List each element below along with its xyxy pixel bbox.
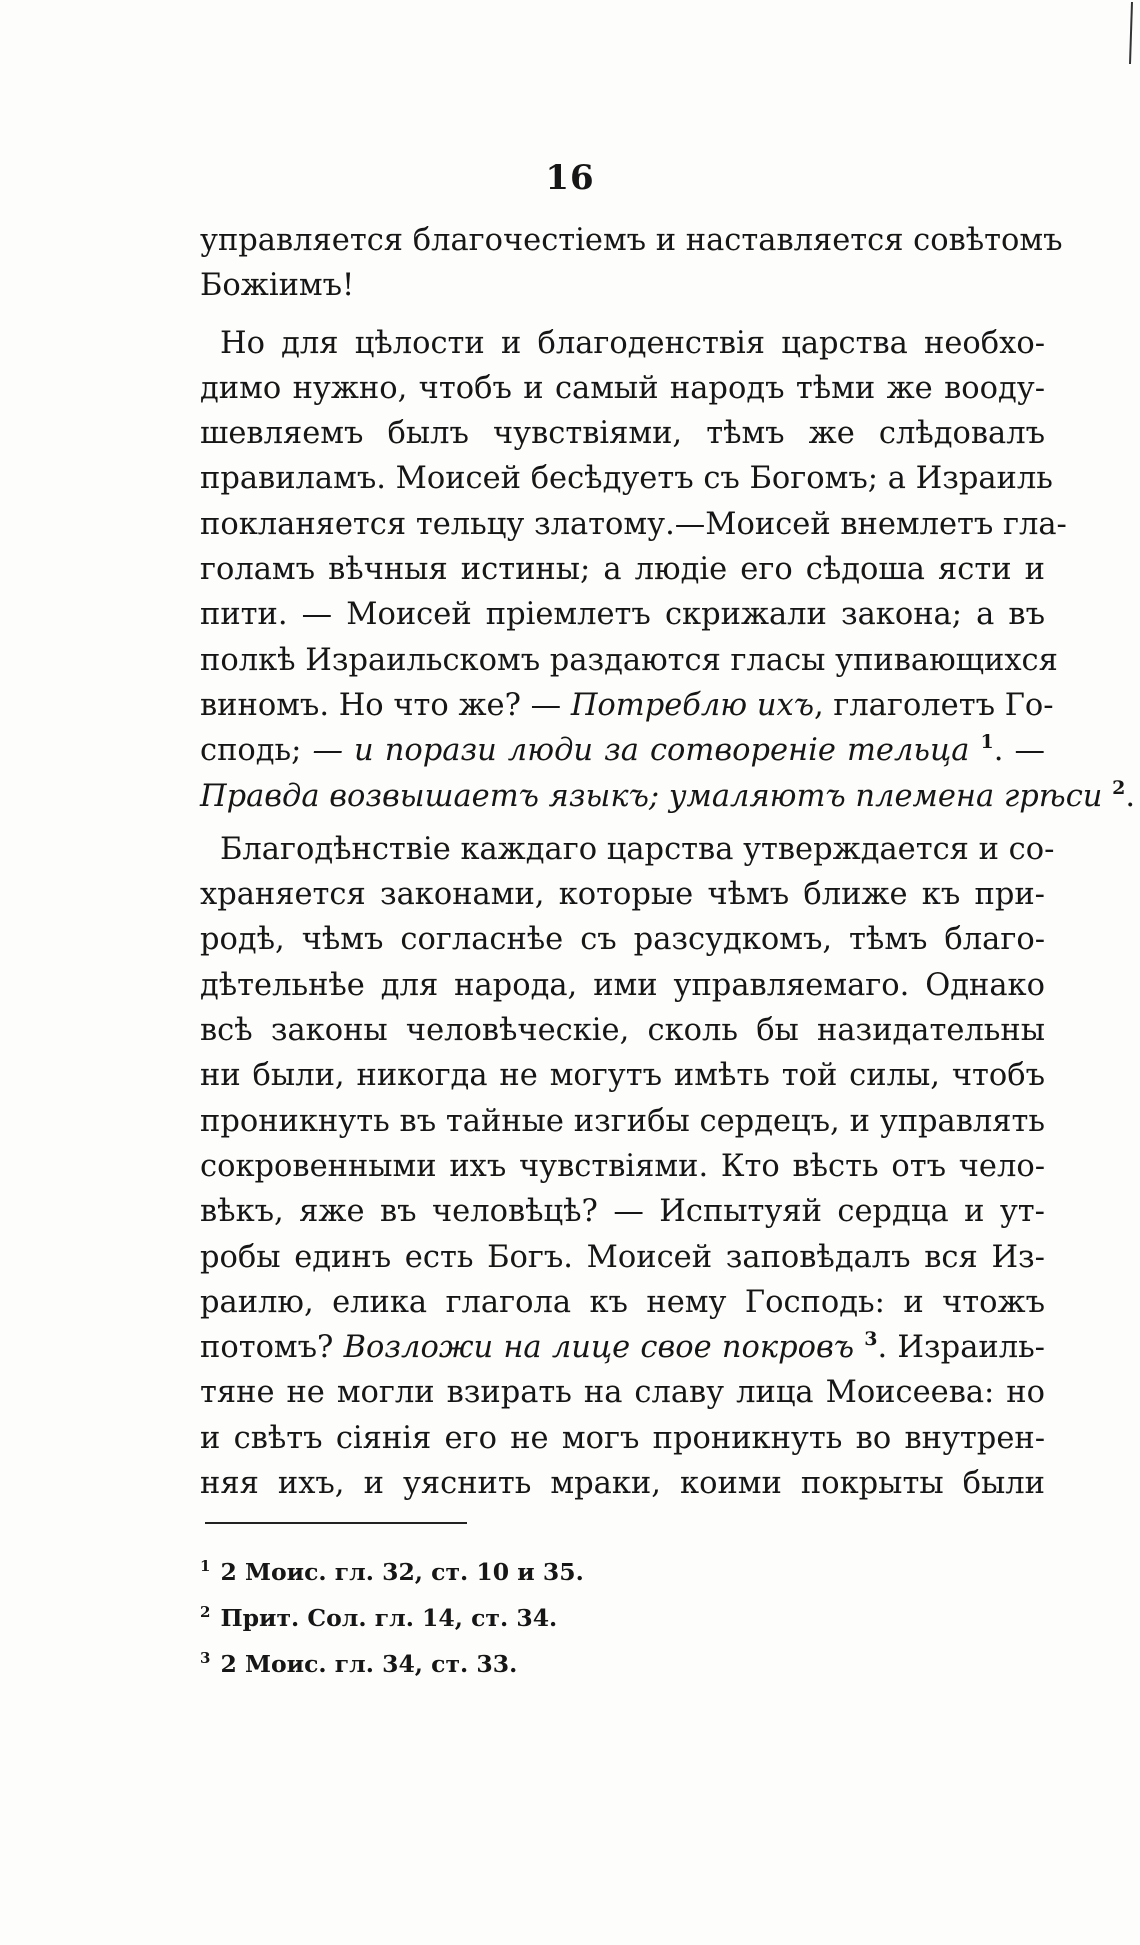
text-line: родѣ, чѣмъ согласнѣе съ разсудкомъ, тѣмъ благо- [200,922,1045,958]
footnote-text: 2 Моис. гл. 32, ст. 10 и 35. [220,1558,584,1586]
text-segment: . — [993,733,1046,769]
footnote [200,1592,1045,1638]
text-line [200,683,1054,728]
text-line: и свѣтъ сіянія его не могъ проникнуть во внутрен- [200,1420,1045,1456]
text-line: дѣтельнѣе для народа, ими управляемаго. Однако [200,967,1045,1003]
text-line: ни были, никогда не могутъ имѣть той силы, чтобъ [200,1058,1045,1094]
footnote [200,1638,1045,1684]
text-line: димо нужно, чтобъ и самый народъ тѣми же вооду- [200,370,1045,406]
text-line: Божіимъ! [200,268,355,304]
footnote-ref: 2 [1112,776,1126,799]
text-line: храняется законами, которые чѣмъ ближе къ при- [200,877,1045,913]
footnote-text: 2 Моис. гл. 34, ст. 33. [220,1650,518,1678]
text-line [200,728,1045,773]
quote-italic: Возложи на лице свое покровъ [343,1330,855,1366]
text-line: сокровенными ихъ чувствіями. Кто вѣсть отъ чело- [200,1148,1045,1184]
text-line: Но для цѣлости и благоденствія царства необхо- [220,325,1045,361]
footnote-mark: 3 [200,1649,211,1667]
footnote-mark: 2 [200,1603,211,1621]
footnote [200,1546,1045,1592]
text-line: шевляемъ былъ чувствіями, тѣмъ же слѣдовалъ [200,416,1045,452]
text-line: голамъ вѣчныя истины; а людіе его сѣдоша ясти и [200,552,1045,588]
text-line: вѣкъ, яже въ человѣцѣ? — Испытуяй сердца и ут- [200,1194,1045,1230]
text-line [200,1325,1045,1370]
text-line: пити. — Моисей пріемлетъ скрижали закона; а въ [200,597,1045,633]
quote-italic: — и порази люди за сотвореніе тельца [312,733,970,769]
quote-italic: Потреблю ихъ [570,687,815,723]
text-line: раилю, елика глагола къ нему Господь: и чтожъ [200,1284,1045,1320]
text-line: Благодѣнствіе каждаго царства утверждается и со- [220,831,1055,867]
text-line: всѣ законы человѣческіе, сколь бы назидательны [200,1013,1045,1049]
footnote-divider [205,1522,467,1524]
text-segment: . [1125,778,1136,814]
footnote-mark: 1 [200,1557,211,1575]
footnote-ref: 1 [980,731,994,754]
text-line: проникнуть въ тайные изгибы сердецъ, и управлять [200,1103,1045,1139]
text-line: робы единъ есть Богъ. Моисей заповѣдалъ вся Из- [200,1239,1045,1275]
footnote-ref: 3 [864,1328,878,1351]
text-line: тяне не могли взирать на славу лица Моисеева: но [200,1375,1045,1411]
text-segment: виномъ. Но что же? — [200,687,571,723]
text-line: няя ихъ, и уяснить мраки, коими покрыты были [200,1466,1045,1502]
text-line: покланяется тельцу златому.—Моисей внемлетъ гла- [200,506,1067,542]
footnote-text: Прит. Сол. гл. 14, ст. 34. [220,1604,558,1632]
scan-edge-mark [1124,0,1138,70]
text-line [200,774,1136,819]
main-text [200,218,1136,1506]
text-segment: сподь; [200,733,313,769]
quote-italic: Правда возвышаетъ языкъ; умаляютъ племена грѣси [200,778,1103,814]
text-segment: . Израиль- [877,1330,1045,1366]
text-segment: потомъ? [200,1330,344,1366]
text-line: управляется благочестіемъ и наставляется совѣтомъ [200,223,1063,258]
text-segment: , глаголетъ Го- [814,687,1054,723]
text-line: правиламъ. Моисей бесѣдуетъ съ Богомъ; а Израиль [200,461,1053,497]
text-line: полкѣ Израильскомъ раздаются гласы упивающихся [200,642,1058,678]
footnotes [200,1546,1045,1684]
page-number: 16 [545,158,595,198]
